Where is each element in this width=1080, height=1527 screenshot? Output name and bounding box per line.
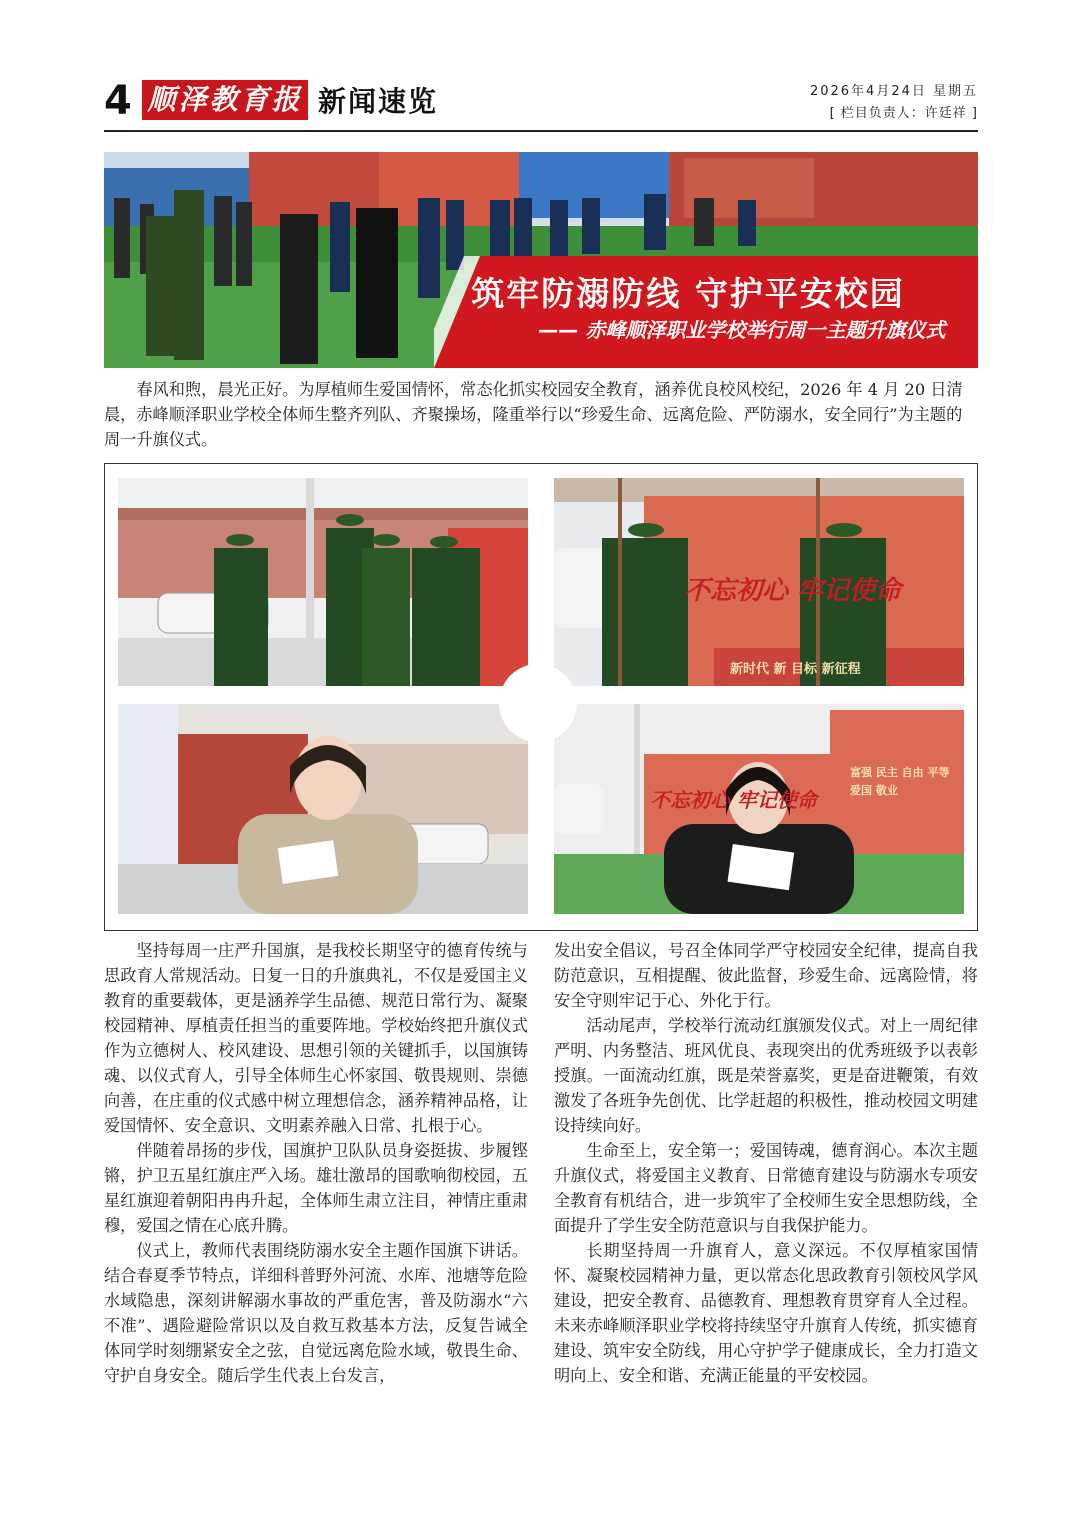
photo-divider-circle	[499, 664, 577, 742]
column-editor: [ 栏目负责人：许廷祥 ]	[829, 106, 978, 121]
article-column-left	[104, 938, 528, 1388]
paper-name-logo: 顺泽教育报	[142, 80, 308, 120]
body-paragraph: 生命至上，安全第一；爱国铸魂，德育润心。本次主题升旗仪式，将爱国主义教育、日常德育建设与防溺水专项安全教育有机结合，进一步筑牢了全校师生安全思想防线，全面提升了学生安全防范意识与自我保护能力。	[554, 1141, 978, 1235]
body-paragraph: 坚持每周一庄严升国旗，是我校长期坚守的德育传统与思政育人常规活动。日复一日的升旗典礼，不仅是爱国主义教育的重要载体，更是涵养学生品德、规范日常行为、凝聚校园精神、厚植责任担当的重要阵地。学校始终把升旗仪式作为立德树人、校风建设、思想引领的关键抓手，以国旗铸魂、以仪式育人，引导全体师生心怀家国、敬畏规则、崇德向善，在庄重的仪式感中树立理想信念，涵养精神品格，让爱国情怀、安全意识、文明素养融入日常、扎根于心。	[104, 941, 528, 1135]
body-paragraph: 伴随着昂扬的步伐，国旗护卫队队员身姿挺拔、步履铿锵，护卫五星红旗庄严入场。雄壮激昂的国歌响彻校园，五星红旗迎着朝阳冉冉升起，全体师生肃立注目，神情庄重肃穆，爱国之情在心底升腾。	[104, 1141, 528, 1235]
lead-paragraph: 春风和煦，晨光正好。为厚植师生爱国情怀，常态化抓实校园安全教育，涵养优良校风校纪，2026 年 4 月 20 日清晨，赤峰顺泽职业学校全体师生整齐列队、齐聚操场，隆重举行以“珍爱生命、远离危险、严防溺水，安全同行”为主题的周一升旗仪式。	[104, 380, 963, 449]
body-paragraph: 仪式上，教师代表围绕防溺水安全主题作国旗下讲话。结合春夏季节特点，详细科普野外河流、水库、池塘等危险水域隐患，深刻讲解溺水事故的严重危害，普及防溺水“六不准”、遇险避险常识以及自救互救基本方法，反复告诫全体同学时刻绷紧安全之弦，自觉远离危险水域，敬畏生命、守护自身安全。随后学生代表上台发言，	[104, 1241, 528, 1385]
core-values-board: 富强 民主 自由 平等 爱国 敬业	[850, 766, 950, 797]
teacher-speech-photo	[118, 704, 528, 914]
student-speech-photo	[554, 704, 964, 914]
slogan-banner-text-2: 不忘初心 牢记使命	[650, 788, 817, 812]
honor-guard-flag-raising-photo	[118, 478, 528, 686]
masthead-rule	[104, 130, 978, 132]
masthead	[104, 78, 978, 128]
slogan-strip-text: 新时代 新 目标 新征程	[730, 662, 861, 677]
page-number: 4	[104, 78, 132, 124]
body-paragraph: 长期坚持周一升旗育人，意义深远。不仅厚植家国情怀、凝聚校园精神力量，更以常态化思政教育引领校风学风建设，把安全教育、品德教育、理想教育贯穿育人全过程。未来赤峰顺泽职业学校将持续坚守升旗育人传统，抓实德育建设、筑牢安全防线，用心守护学子健康成长，全力打造文明向上、安全和谐、充满正能量的平安校园。	[554, 1241, 978, 1385]
guards-at-attention-photo	[554, 478, 964, 686]
body-paragraph: 发出安全倡议，号召全体同学严守校园安全纪律，提高自我防范意识，互相提醒、彼此监督，珍爱生命、远离险情，将安全守则牢记于心、外化于行。	[554, 941, 978, 1010]
issue-date: 2026年4月24日 星期五	[809, 84, 978, 99]
slogan-banner-text: 不忘初心 牢记使命	[684, 576, 902, 606]
headline: 筑牢防溺防线 守护平安校园	[471, 274, 905, 313]
body-paragraph: 活动尾声，学校举行流动红旗颁发仪式。对上一周纪律严明、内务整洁、班风优良、表现突出的优秀班级予以表彰授旗。一面流动红旗，既是荣誉嘉奖，更是奋进鞭策，有效激发了各班争先创优、比学赶超的积极性，推动校园文明建设持续向好。	[554, 1016, 978, 1135]
article-column-right	[554, 938, 978, 1388]
subheadline: —— 赤峰顺泽职业学校举行周一主题升旗仪式	[538, 318, 946, 342]
section-title: 新闻速览	[318, 85, 439, 118]
